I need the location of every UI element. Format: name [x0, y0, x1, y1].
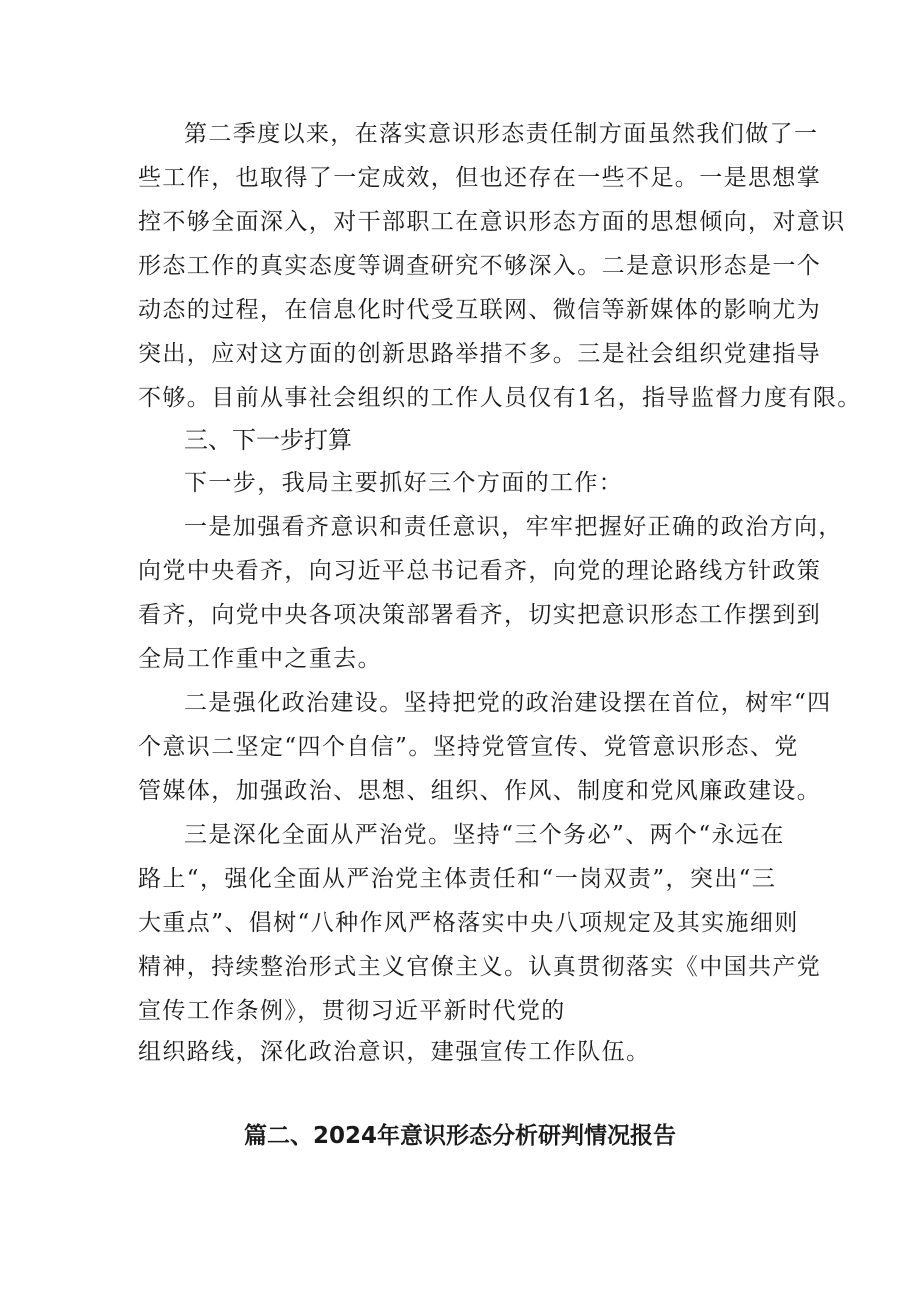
text-line: 不够。目前从事社会组织的工作人员仅有1名，指导监督力度有限。: [138, 385, 862, 411]
section-heading: 三、下一步打算: [184, 426, 352, 454]
text-line: 第二季度以来，在落实意识形态责任制方面虽然我们做了一: [184, 121, 819, 147]
text-line: 宣传工作条例》，贯彻习近平新时代党的: [138, 998, 566, 1024]
text-line: 个意识二坚定“四个自信”。坚持党管宣传、党管意识形态、党: [138, 734, 799, 760]
text-line: 突出，应对这方面的创新思路举措不多。三是社会组织党建指导: [138, 341, 822, 367]
text-line: 全局工作重中之重去。: [138, 646, 382, 672]
text-line: 看齐，向党中央各项决策部署看齐，切实把意识形态工作摆到到: [138, 602, 822, 628]
text-line: 三是深化全面从严治党。坚持“三个务必”、两个“永远在: [184, 822, 785, 848]
text-line: 下一步，我局主要抓好三个方面的工作：: [184, 470, 624, 496]
text-line: 组织路线，深化政治意识，建强宣传工作队伍。: [138, 1039, 651, 1065]
text-line: 管媒体，加强政治、思想、组织、作风、制度和党风廉政建设。: [138, 778, 822, 804]
text-line: 一是加强看齐意识和责任意识，牢牢把握好正确的政治方向，: [184, 514, 843, 540]
text-line: 动态的过程，在信息化时代受互联网、微信等新媒体的影响尤为: [138, 297, 822, 323]
text-line: 精神，持续整治形式主义官僚主义。认真贯彻落实《中国共产党: [138, 954, 822, 980]
text-line: 二是强化政治建设。坚持把党的政治建设摆在首位，树牢“四: [184, 690, 832, 716]
text-line: 形态工作的真实态度等调查研究不够深入。二是意识形态是一个: [138, 253, 822, 279]
document-title: 篇二、2024年意识形态分析研判情况报告: [243, 1123, 676, 1149]
text-line: 路上“，强化全面从严治党主体责任和“一岗双责”，突出“三: [138, 866, 777, 892]
text-line: 大重点”、倡树“八种作风严格落实中央八项规定及其实施细则: [138, 910, 799, 936]
text-line: 控不够全面深入，对干部职工在意识形态方面的思想倾向，对意识: [138, 209, 846, 235]
text-line: 些工作，也取得了一定成效，但也还存在一些不足。一是思想掌: [138, 165, 822, 191]
text-line: 向党中央看齐，向习近平总书记看齐，向党的理论路线方针政策: [138, 558, 822, 584]
